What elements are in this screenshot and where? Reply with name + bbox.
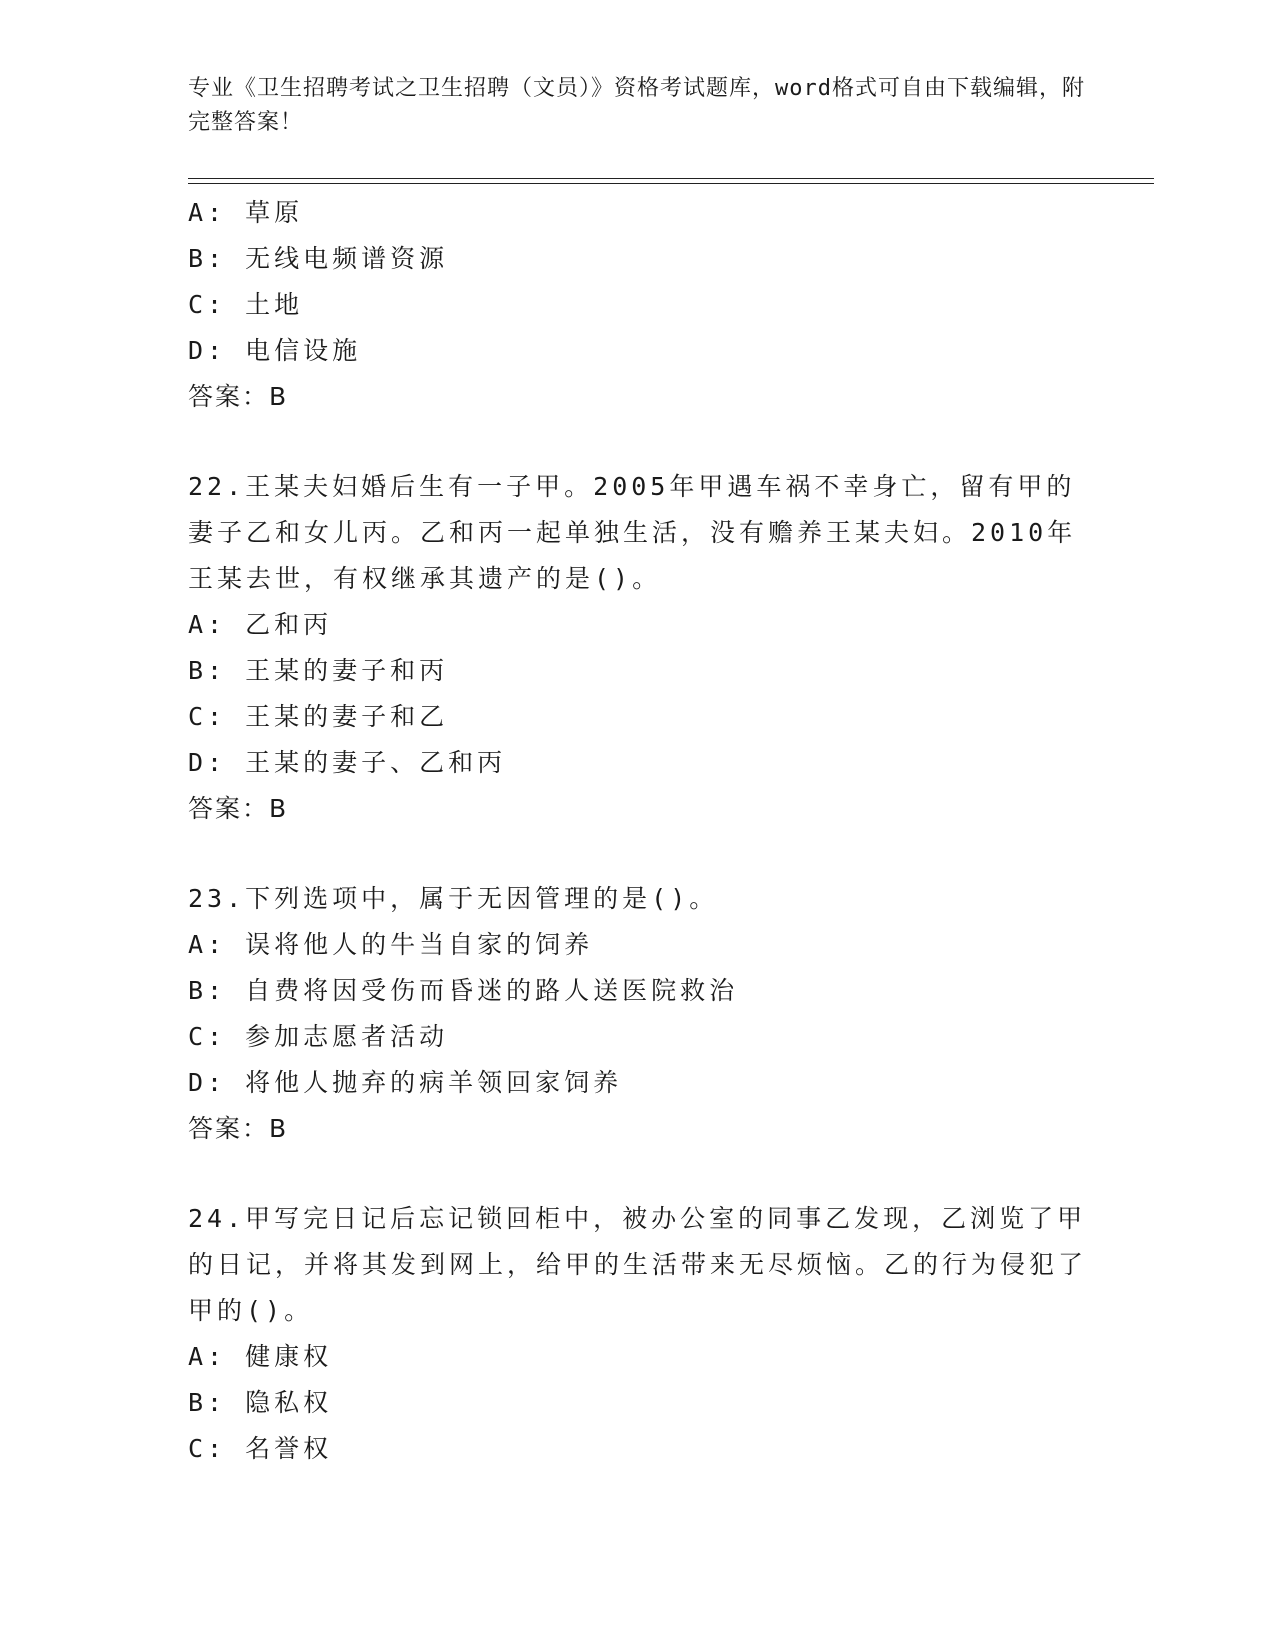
answer-label: 答案：B xyxy=(188,794,289,823)
header-rule-top xyxy=(188,178,1154,179)
question-block-22 xyxy=(188,464,1088,832)
option-c: C: 名誉权 xyxy=(188,1434,333,1463)
option-c: C: 土地 xyxy=(188,290,304,319)
question-block-23 xyxy=(188,876,1088,1152)
header-rule-bottom xyxy=(188,183,1154,184)
answer-label: 答案：B xyxy=(188,382,289,411)
option-d: D: 将他人抛弃的病羊领回家饲养 xyxy=(188,1068,623,1097)
answer-label: 答案：B xyxy=(188,1114,289,1143)
option-b: B: 自费将因受伤而昏迷的路人送医院救治 xyxy=(188,976,739,1005)
option-d: D: 电信设施 xyxy=(188,336,362,365)
question-list xyxy=(188,190,1088,1472)
document-header: 专业《卫生招聘考试之卫生招聘（文员）》资格考试题库，word格式可自由下载编辑，附完整答案！ xyxy=(188,76,1085,135)
question-text: 23.下列选项中，属于无因管理的是()。 xyxy=(188,884,719,913)
option-d: D: 王某的妻子、乙和丙 xyxy=(188,748,507,777)
question-text: 22.王某夫妇婚后生有一子甲。2005年甲遇车祸不幸身亡，留有甲的妻子乙和女儿丙。乙和丙一起单独生活，没有赡养王某夫妇。2010年王某去世，有权继承其遗产的是()。 xyxy=(188,472,1077,593)
option-a: A: 健康权 xyxy=(188,1342,333,1371)
question-text: 24.甲写完日记后忘记锁回柜中，被办公室的同事乙发现，乙浏览了甲的日记，并将其发到网上，给甲的生活带来无尽烦恼。乙的行为侵犯了甲的()。 xyxy=(188,1204,1088,1325)
option-b: B: 无线电频谱资源 xyxy=(188,244,449,273)
option-b: B: 王某的妻子和丙 xyxy=(188,656,449,685)
question-block-previous xyxy=(188,190,1088,420)
option-b: B: 隐私权 xyxy=(188,1388,333,1417)
option-c: C: 参加志愿者活动 xyxy=(188,1022,449,1051)
question-block-24 xyxy=(188,1196,1088,1472)
option-a: A: 草原 xyxy=(188,198,304,227)
option-a: A: 乙和丙 xyxy=(188,610,333,639)
option-a: A: 误将他人的牛当自家的饲养 xyxy=(188,930,594,959)
option-c: C: 王某的妻子和乙 xyxy=(188,702,449,731)
